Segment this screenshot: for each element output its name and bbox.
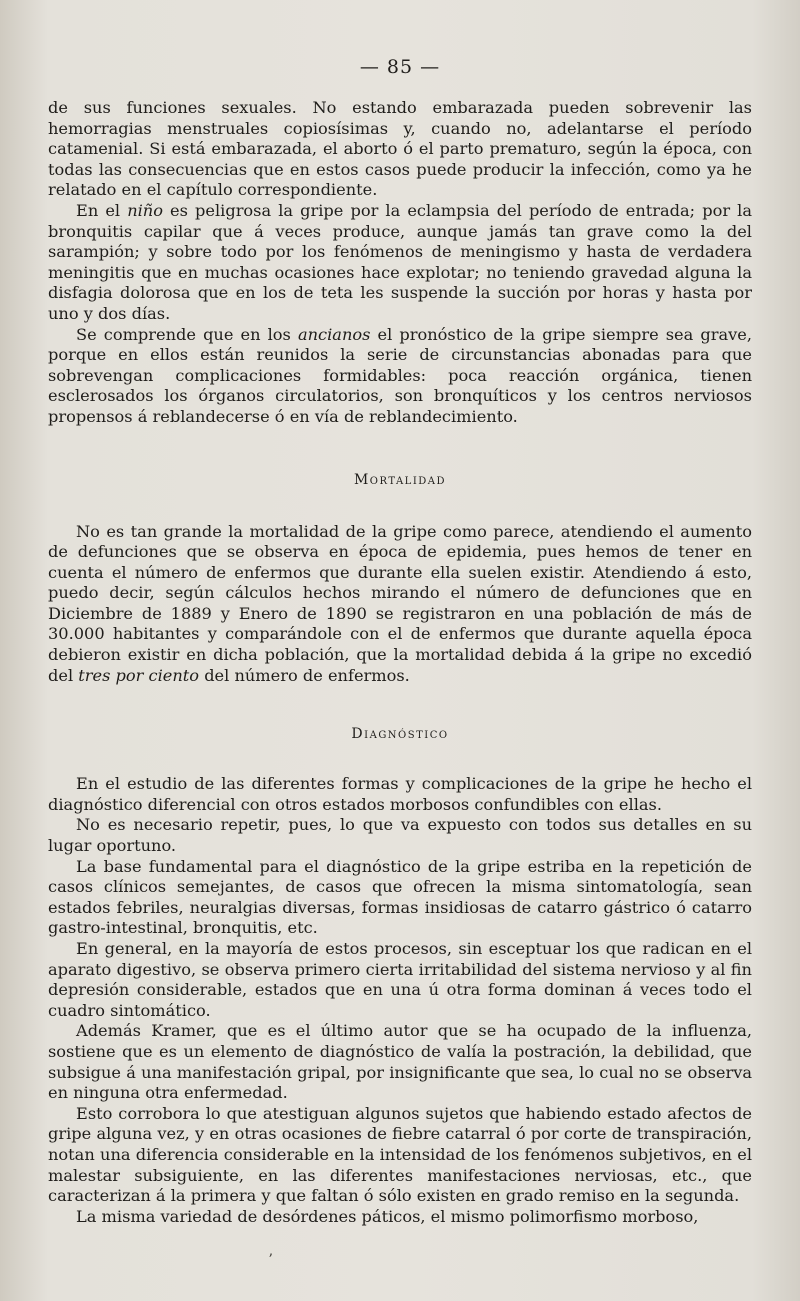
paragraph bbox=[48, 774, 752, 815]
text-run: Además Kramer, que es el último autor que se ha ocupado de la influenza, sostiene que es un elemento de diagnóstico de valía la postración, la debilidad, que subsigue á una manifestación gripal, por insignificante que sea, lo cual no se observa en ninguna otra enfermedad. bbox=[48, 1021, 752, 1103]
paragraph bbox=[48, 201, 752, 325]
paragraph bbox=[48, 1021, 752, 1103]
text-run: La misma variedad de desórdenes páticos, el mismo polimorfismo morboso, bbox=[76, 1206, 699, 1226]
italic-text: tres por ciento bbox=[78, 665, 200, 685]
paragraph bbox=[48, 522, 752, 687]
paragraph bbox=[48, 815, 752, 856]
section-heading-mortalidad: Mortalidad bbox=[353, 471, 447, 488]
text-run: del número de enfermos. bbox=[199, 665, 410, 685]
text-run: No es tan grande la mortalidad de la gripe como parece, atendiendo el aumento de defunciones que se observa en época de epidemia, pues hemos de tener en cuenta el número de enfermos que durante ella suelen existir. Atendiendo á esto, puedo decir, según cálculos hechos mirando el número de defunciones que en Diciembre de 1889 y Enero de 1890 se registraron en una población de más de 30.000 habitantes y comparándole con el de enfermos que durante aquella época debieron existir en dicha población, que la mortalidad debida á la gripe no excedió del bbox=[48, 521, 752, 685]
paragraph bbox=[48, 857, 752, 939]
intro-section bbox=[48, 98, 752, 428]
text-run: En el estudio de las diferentes formas y complicaciones de la gripe he hecho el diagnóstico diferencial con otros estados morbosos confundibles con ellas. bbox=[48, 774, 752, 814]
text-run: No es necesario repetir, pues, lo que va expuesto con todos sus detalles en su lugar oportuno. bbox=[48, 815, 752, 856]
paragraph bbox=[48, 1207, 752, 1228]
section-heading-diagnostico: Diagnóstico bbox=[351, 726, 449, 743]
text-run: En general, en la mayoría de estos procesos, sin esceptuar los que radican en el aparato digestivo, se observa primero cierta irritabilidad del sistema nervioso y al fin depresión considerable, estados que en una ú otra forma dominan á veces todo el cuadro sintomático. bbox=[48, 939, 752, 1020]
mortalidad-section bbox=[48, 522, 752, 687]
italic-text: ancianos bbox=[297, 324, 371, 344]
paragraph bbox=[48, 325, 752, 428]
italic-text: niño bbox=[127, 200, 163, 220]
text-run: En el bbox=[76, 200, 128, 220]
paragraph bbox=[48, 939, 752, 1021]
diagnostico-section bbox=[48, 774, 752, 1227]
text-run: es peligrosa la gripe por la eclampsia del período de entrada; por la bronquitis capilar que á veces produce, aunque jamás tan grave como la del sarampión; y sobre todo por los fenómenos de meningismo y hasta de verdadera meningitis que en muchas ocasiones hace explotar; no teniendo gravedad alguna la disfagia dolorosa que en los de teta les suspende la succión por horas y hasta por uno y dos días. bbox=[48, 200, 752, 323]
text-run: el pronóstico de la gripe siempre sea grave, porque en ellos están reunidos la serie de circunstancias abonadas para que sobrevengan complicaciones formidables: poca reacción orgánica, tienen esclerosados los órganos circulatorios, son bronquíticos y los centros nerviosos propensos á reblandecerse ó en vía de reblandecimiento. bbox=[48, 324, 752, 426]
text-run: Esto corrobora lo que atestiguan algunos sujetos que habiendo estado afectos de gripe alguna vez, y en otras ocasiones de fiebre catarral ó por corte de transpiración, notan una diferencia considerable en la intensidad de los fenómenos subjetivos, en el malestar subsiguiente, en las diferentes manifestaciones nerviosas, etc., que caracterizan á la primera y que faltan ó sólo existen en grado remiso en la segunda. bbox=[48, 1103, 752, 1206]
paragraph bbox=[48, 1104, 752, 1207]
stray-ink-mark: ʼ bbox=[268, 1252, 273, 1268]
text-run: Se comprende que en los bbox=[76, 324, 298, 344]
text-run: de sus funciones sexuales. No estando embarazada pueden sobrevenir las hemorragias menstruales copiosísimas y, cuando no, adelantarse el período catamenial. Si está embarazada, el aborto ó el parto prematuro, según la época, con todas las consecuencias que en estos casos puede producir la infección, como ya he relatado en el capítulo correspondiente. bbox=[48, 98, 752, 200]
paragraph bbox=[48, 98, 752, 201]
page-number: — 85 — bbox=[359, 56, 441, 78]
text-run: La base fundamental para el diagnóstico de la gripe estriba en la repetición de casos clínicos semejantes, de casos que ofrecen la misma sintomatología, sean estados febriles, neuralgias diversas, formas insidiosas de catarro gástrico ó catarro gastro-intestinal, bronquitis, etc. bbox=[48, 856, 752, 938]
